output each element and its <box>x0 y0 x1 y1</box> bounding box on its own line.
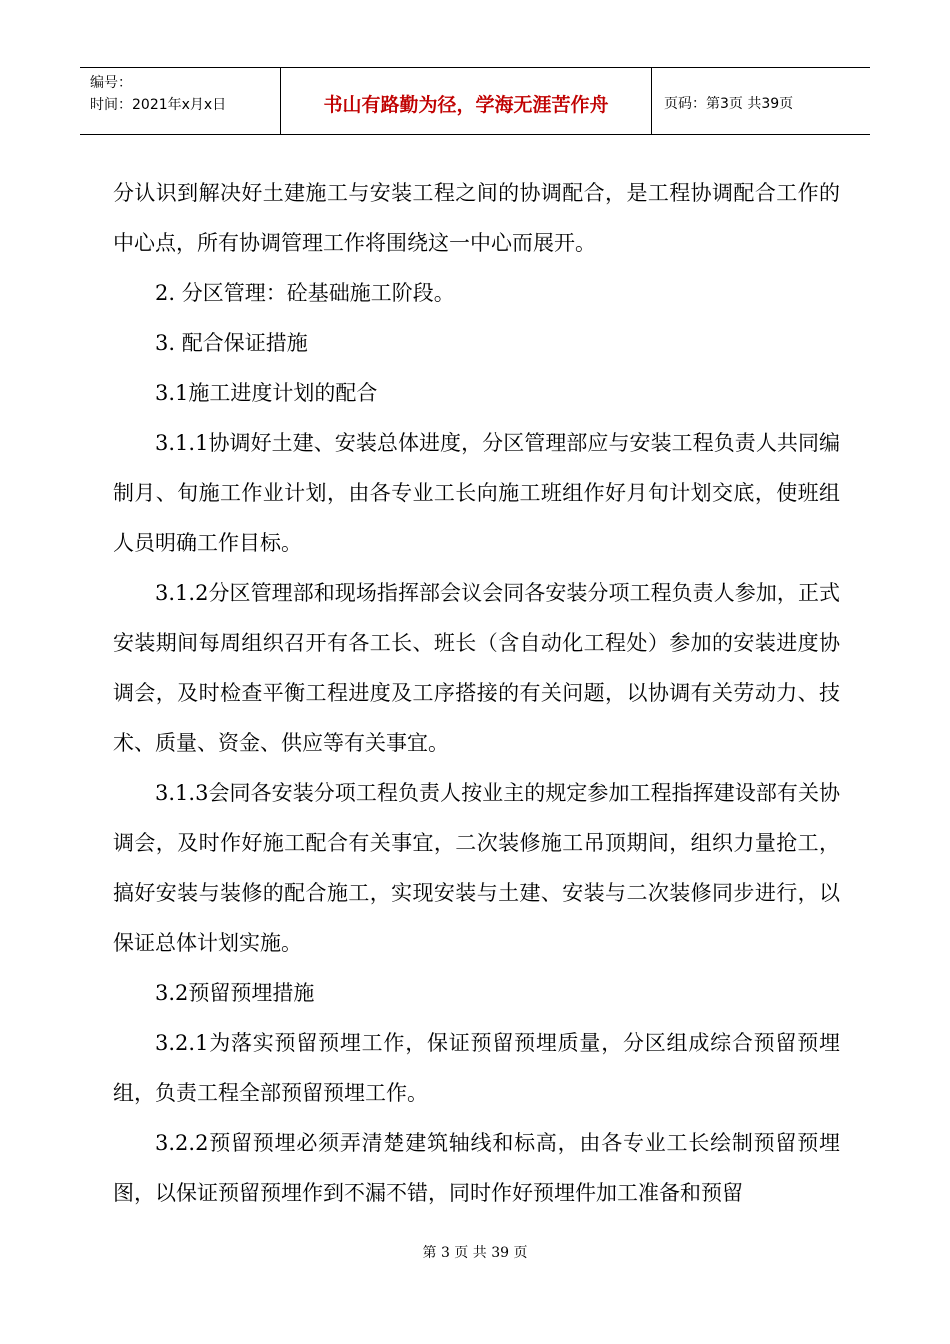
document-date: 时间：2021年x月x日 <box>90 97 227 113</box>
page-footer: 第 3 页 共 39 页 <box>422 1245 528 1261</box>
paragraph-3-1-2: 3.1.2分区管理部和现场指挥部会议会同各安装分项工程负责人参加，正式安装期间每周组织召开有各工长、班长（含自动化工程处）参加的安装进度协调会，及时检查平衡工程进度及工序搭接的有关问题，以协调有关劳动力、技术、质量、资金、供应等有关事宜。 <box>113 581 840 755</box>
header-page-info: 页码：第3页 共39页 <box>664 96 794 112</box>
document-number-label: 编号： <box>90 75 132 91</box>
paragraph-3-1-3: 3.1.3会同各安装分项工程负责人按业主的规定参加工程指挥建设部有关协调会，及时作好施工配合有关事宜，二次装修施工吊顶期间，组织力量抢工，搞好安装与装修的配合施工，实现安装与土建、安装与二次装修同步进行，以保证总体计划实施。 <box>113 781 840 955</box>
header-motto: 书山有路勤为径，学海无涯苦作舟 <box>280 68 652 134</box>
section-heading-3-2: 3.2预留预埋措施 <box>155 981 315 1005</box>
page-header <box>80 67 870 135</box>
paragraph-3-1-1: 3.1.1协调好土建、安装总体进度，分区管理部应与安装工程负责人共同编制月、旬施工作业计划，由各专业工长向施工班组作好月旬计划交底，使班组人员明确工作目标。 <box>113 431 840 555</box>
paragraph-continuation: 分认识到解决好土建施工与安装工程之间的协调配合，是工程协调配合工作的中心点，所有协调管理工作将围绕这一中心而展开。 <box>113 181 840 255</box>
paragraph-3-2-2: 3.2.2预留预埋必须弄清楚建筑轴线和标高，由各专业工长绘制预留预埋图，以保证预留预埋作到不漏不错，同时作好预埋件加工准备和预留 <box>113 1131 840 1205</box>
document-body <box>113 168 840 1218</box>
paragraph-3-2-1: 3.2.1为落实预留预埋工作，保证预留预埋质量，分区组成综合预留预埋组，负责工程全部预留预埋工作。 <box>113 1031 840 1105</box>
section-heading-3: 3. 配合保证措施 <box>155 331 308 355</box>
header-meta <box>80 68 280 134</box>
section-heading-2: 2. 分区管理：砼基础施工阶段。 <box>155 281 455 305</box>
section-heading-3-1: 3.1施工进度计划的配合 <box>155 381 378 405</box>
